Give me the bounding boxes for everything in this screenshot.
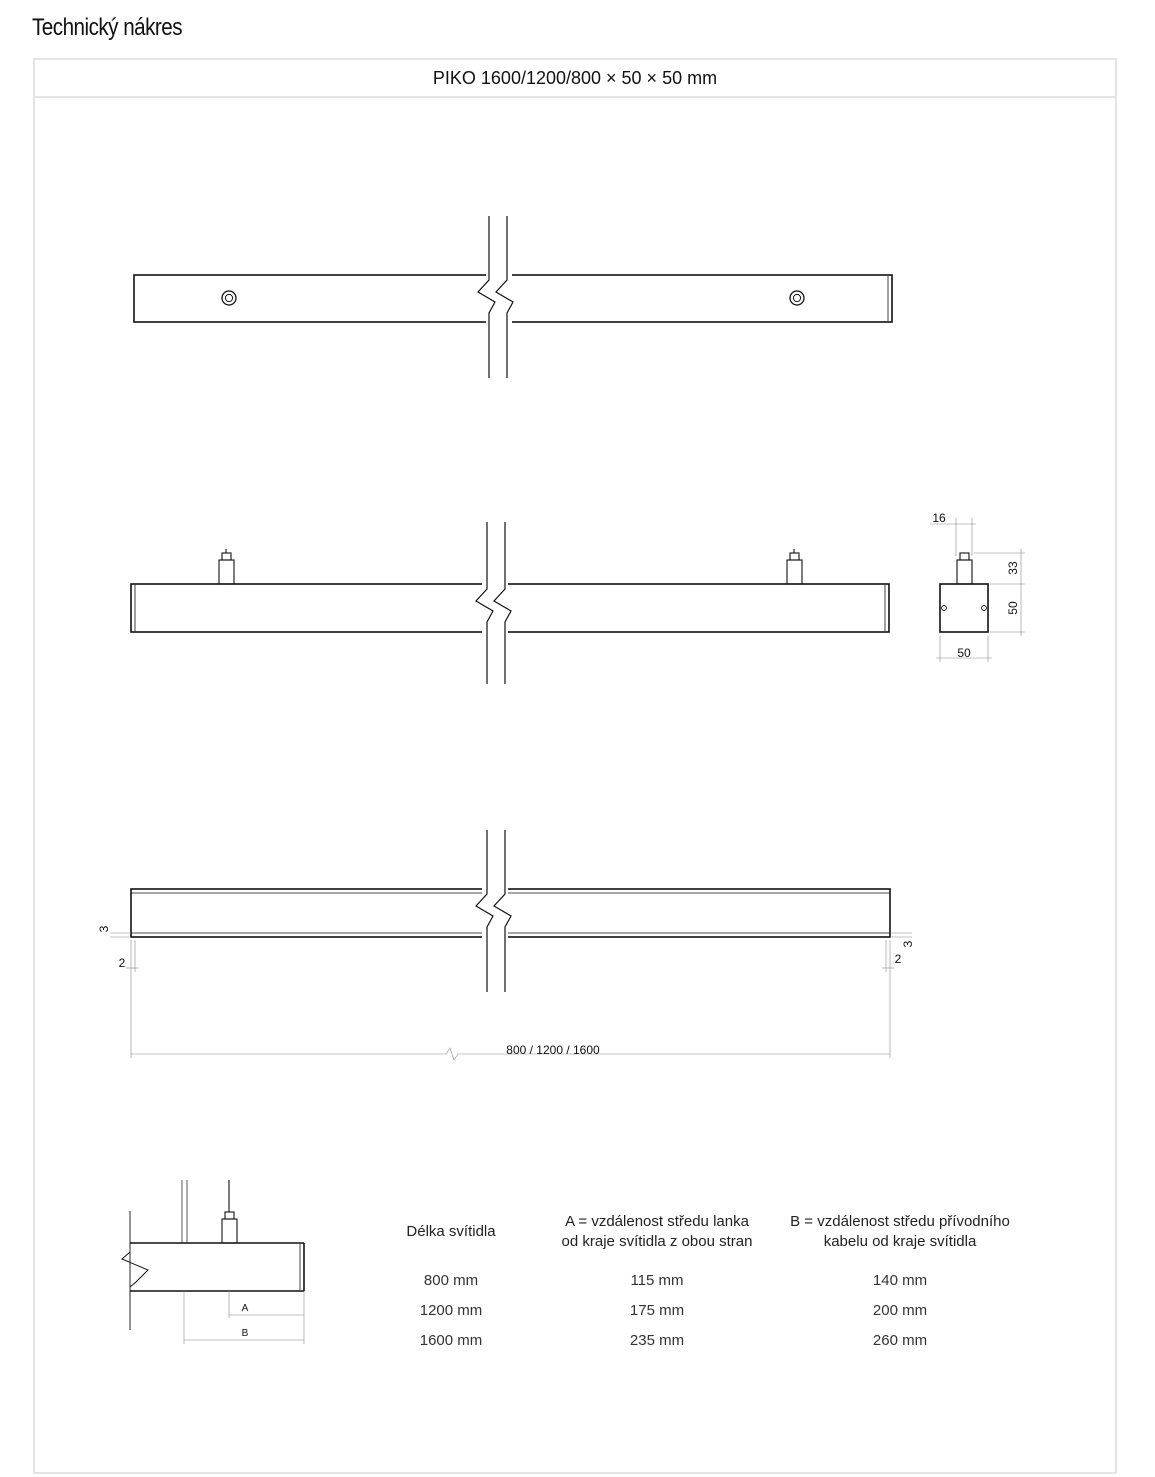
table-cell-length: 1600 mm xyxy=(419,1332,483,1349)
table-cell-b: 140 mm xyxy=(872,1272,928,1289)
dim-edge-vertical-right: 3 xyxy=(901,940,915,948)
table-header-length: Délka svítidla xyxy=(406,1223,496,1240)
page-title: Technický nákres xyxy=(32,14,183,41)
profile-view xyxy=(97,828,915,1060)
cable-connector-right-icon xyxy=(784,549,805,584)
table-cell-b: 200 mm xyxy=(872,1302,928,1319)
dim-edge-vertical-left: 3 xyxy=(97,925,111,933)
table-cell-length: 1200 mm xyxy=(419,1302,483,1319)
dimension-table xyxy=(406,1213,1009,1349)
table-cell-length: 800 mm xyxy=(423,1272,479,1289)
suspension-point-right-icon xyxy=(790,291,804,305)
table-row xyxy=(420,1332,927,1349)
break-symbol-icon xyxy=(476,520,511,686)
break-symbol-icon xyxy=(476,828,511,994)
screw-icon xyxy=(982,606,987,611)
cross-section-view xyxy=(930,511,1025,662)
product-dimensions-title: PIKO 1600/1200/800 × 50 × 50 mm xyxy=(432,67,718,88)
end-detail-view xyxy=(122,1180,304,1344)
screw-icon xyxy=(942,606,947,611)
dim-label-a: A xyxy=(241,1303,249,1314)
dim-total-length: 800 / 1200 / 1600 xyxy=(506,1043,600,1057)
dim-cable-offset: 16 xyxy=(932,511,946,525)
table-header-a-line2: od kraje svítidla z obou stran xyxy=(561,1233,753,1250)
suspension-point-left-icon xyxy=(222,291,236,305)
break-symbol-icon xyxy=(478,215,513,379)
table-cell-a: 235 mm xyxy=(629,1332,685,1349)
table-cell-a: 115 mm xyxy=(630,1272,684,1289)
table-header-a-line1: A = vzdálenost středu lanka xyxy=(565,1213,749,1230)
table-header-b-line1: B = vzdálenost středu přívodního xyxy=(790,1213,1010,1230)
bottom-view xyxy=(134,215,892,379)
cable-connector-icon xyxy=(219,1180,240,1243)
table-header-b-line2: kabelu od kraje svítidla xyxy=(823,1233,977,1250)
table-cell-a: 175 mm xyxy=(629,1302,685,1319)
table-cell-b: 260 mm xyxy=(872,1332,928,1349)
side-view xyxy=(131,520,889,686)
cable-connector-left-icon xyxy=(216,549,237,584)
dim-edge-horizontal-right: 2 xyxy=(894,952,902,966)
dim-section-width: 50 xyxy=(957,646,971,660)
dim-edge-horizontal-left: 2 xyxy=(118,956,126,970)
table-row xyxy=(420,1302,927,1319)
dim-label-b: B xyxy=(241,1328,249,1339)
table-row xyxy=(424,1272,927,1289)
dim-suspension-height: 33 xyxy=(1006,561,1020,575)
dim-section-height: 50 xyxy=(1006,601,1020,615)
